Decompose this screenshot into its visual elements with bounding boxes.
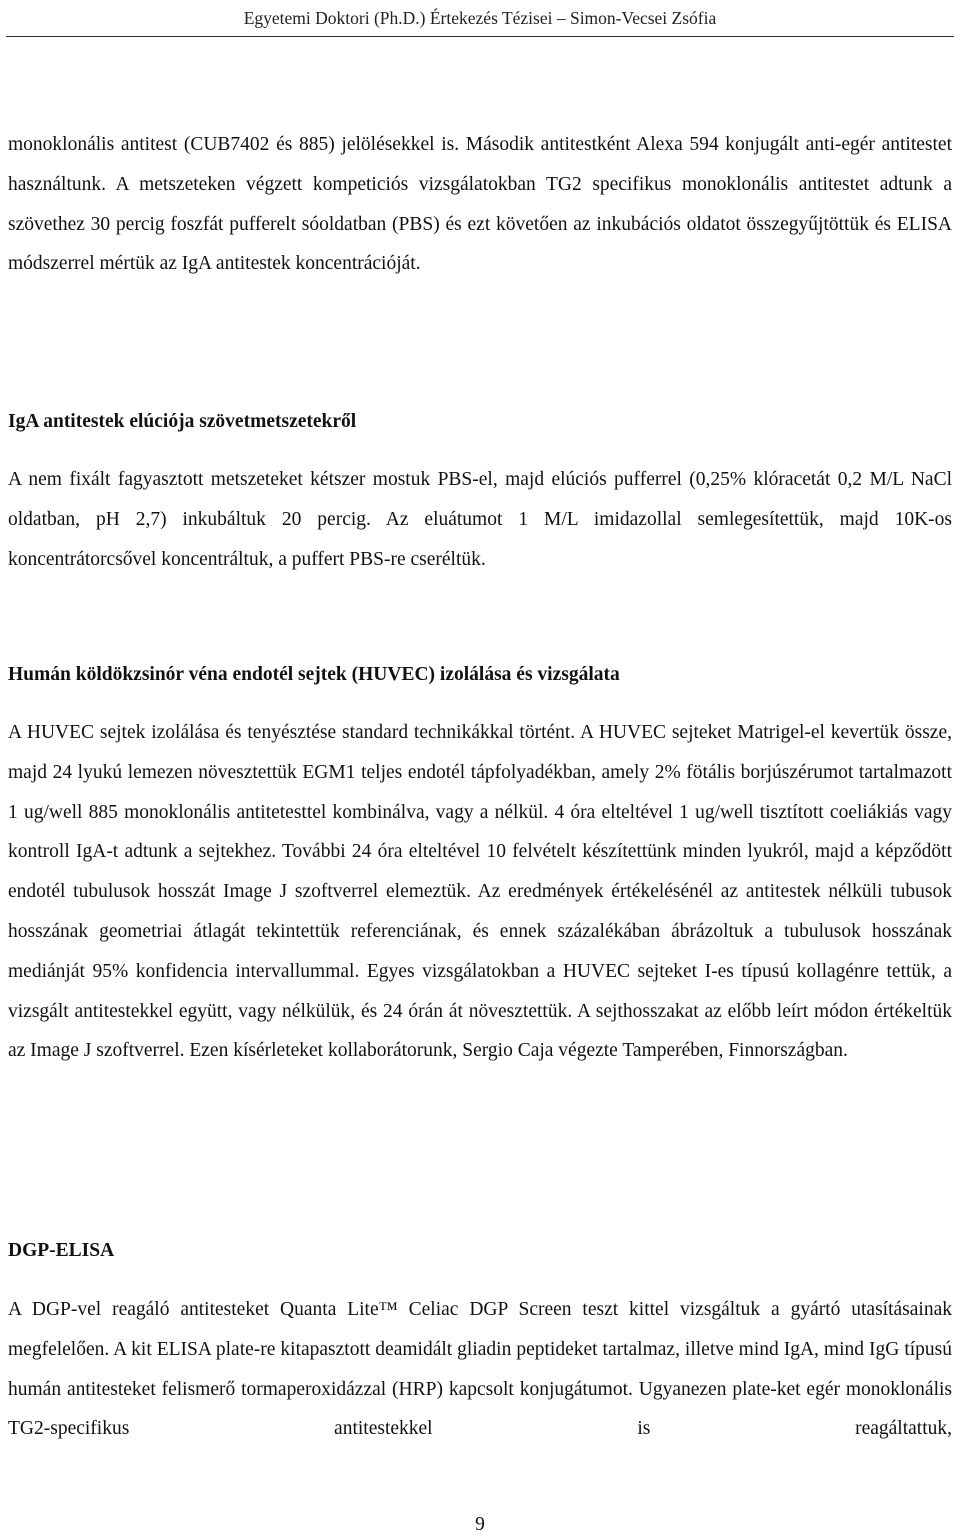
huvec-paragraph: A HUVEC sejtek izolálása és tenyésztése standard technikákkal történt. A HUVEC sejteket Matrigel-el kevertük össze, majd 24 lyukú lemezen növesztettük EGM1 teljes endotél tápfolyadékban, amely 2% fötális borjúszérumot tartalmazott 1 ug/well 885 monoklonális antitetesttel kombinálva, vagy a nélkül. 4 óra elteltével 1 ug/well tisztított coeliákiás vagy kontroll IgA-t adtunk a sejtekhez. További 24 óra elteltével 10 felvételt készítettünk minden lyukról, majd a képződött endotél tubulusok hosszát Image J szoftverrel elemeztük. Az eredmények értékelésénél az antitestek nélküli tubusok hosszának geometriai átlagát tekintettük referenciának, és ennek százalékában ábrázoltuk a tubulusok hosszának mediánját 95% konfidencia intervallummal. Egyes vizsgálatokban a HUVEC sejteket I-es típusú kollagénre tettük, a vizsgált antitestekkel együtt, vagy nélkülük, és 24 órán át növesztettük. A sejthosszakat az előbb leírt módon értékeltük az Image J szoftverrel. Ezen kísérleteket kollaborátorunk, Sergio Caja végezte Tamperében, Finnországban.: [8, 722, 952, 1062]
section-title-iga-elution: IgA antitestek elúciója szövetmetszetekről: [8, 411, 357, 432]
section-title-huvec: Humán köldökzsinór véna endotél sejtek (HUVEC) izolálása és vizsgálata: [8, 664, 620, 685]
page-number: 9: [475, 1514, 485, 1535]
intro-paragraph: monoklonális antitest (CUB7402 és 885) jelölésekkel is. Második antitestként Alexa 594 konjugált anti-egér antitestet használtunk. A metszeteken végzett kompeticiós vizsgálatokban TG2 specifikus monoklonális antitestet adtunk a szövethez 30 percig foszfát pufferelt sóoldatban (PBS) és ezt követően az inkubációs oldatot összegyűjtöttük és ELISA módszerrel mértük az IgA antitestek koncentrációját.: [8, 134, 952, 275]
running-header: Egyetemi Doktori (Ph.D.) Értekezés Tézisei – Simon-Vecsei Zsófia: [243, 8, 717, 28]
dgp-elisa-paragraph: A DGP-vel reagáló antitesteket Quanta Lite™ Celiac DGP Screen teszt kittel vizsgáltuk a gyártó utasításainak megfelelően. A kit ELISA plate-re kitapasztott deamidált gliadin peptideket tartalmaz, illetve mind IgA, mind IgG típusú humán antitesteket felismerő tormaperoxidázzal (HRP) kapcsolt konjugátumot. Ugyanezen plate-ket egér monoklonális TG2-specifikus antitestekkel is reagáltattuk,: [8, 1299, 952, 1440]
header-divider: [6, 36, 954, 37]
section-title-dgp-elisa: DGP-ELISA: [8, 1240, 115, 1261]
iga-elution-paragraph: A nem fixált fagyasztott metszeteket kétszer mostuk PBS-el, majd elúciós pufferrel (0,25% klóracetát 0,2 M/L NaCl oldatban, pH 2,7) inkubáltuk 20 percig. Az eluátumot 1 M/L imidazollal semlegesítettük, majd 10K-os koncentrátorcsővel koncentráltuk, a puffert PBS-re cseréltük.: [8, 469, 952, 570]
